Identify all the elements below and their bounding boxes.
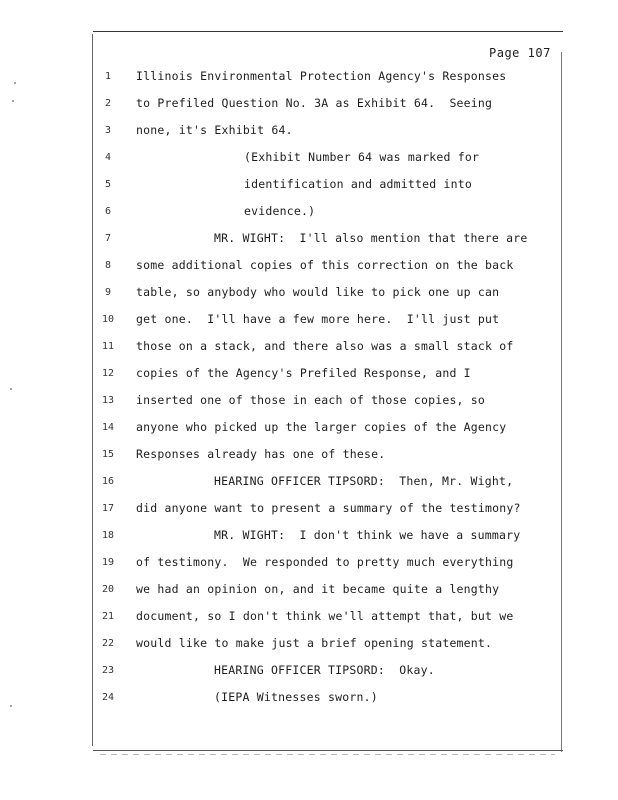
line-number: 17 — [101, 503, 115, 514]
line-number: 4 — [104, 152, 112, 163]
line-number: 13 — [101, 395, 115, 406]
line-number: 5 — [104, 179, 112, 190]
line-number: 16 — [101, 476, 115, 487]
transcript-line: none, it's Exhibit 64. — [136, 123, 293, 137]
transcript-line: those on a stack, and there also was a small stack of — [136, 339, 514, 353]
transcript-line: HEARING OFFICER TIPSORD: Okay. — [214, 663, 435, 677]
line-number: 2 — [104, 98, 112, 109]
scan-speck — [10, 388, 12, 390]
scan-artifact-line — [100, 754, 555, 755]
line-number: 21 — [101, 611, 115, 622]
line-number: 12 — [101, 368, 115, 379]
transcript-line: copies of the Agency's Prefiled Response, and I — [136, 366, 471, 380]
line-number: 15 — [101, 449, 115, 460]
transcript-line: anyone who picked up the larger copies of the Agency — [136, 420, 507, 434]
line-number: 23 — [101, 665, 115, 676]
transcript-line: identification and admitted into — [244, 177, 472, 191]
transcript-line: some additional copies of this correction on the back — [136, 258, 514, 272]
top-border — [93, 31, 563, 32]
transcript-line: (IEPA Witnesses sworn.) — [214, 690, 378, 704]
transcript-line: MR. WIGHT: I don't think we have a summary — [214, 528, 521, 542]
transcript-line: we had an opinion on, and it became quite a lengthy — [136, 582, 500, 596]
line-number: 10 — [101, 314, 115, 325]
page-number: Page 107 — [489, 46, 551, 60]
line-number: 8 — [104, 260, 112, 271]
line-number: 18 — [101, 530, 115, 541]
bottom-border — [93, 750, 563, 751]
line-number: 9 — [104, 287, 112, 298]
line-number: 6 — [104, 206, 112, 217]
line-number: 24 — [101, 692, 115, 703]
transcript-line: table, so anybody who would like to pick one up can — [136, 285, 500, 299]
line-number: 3 — [104, 125, 112, 136]
scan-speck — [12, 100, 14, 102]
transcript-line: HEARING OFFICER TIPSORD: Then, Mr. Wight, — [214, 474, 514, 488]
transcript-line: Responses already has one of these. — [136, 447, 386, 461]
transcript-line: to Prefiled Question No. 3A as Exhibit 64. Seeing — [136, 96, 493, 110]
line-number: 19 — [101, 557, 115, 568]
scan-speck — [10, 705, 12, 707]
transcript-line: document, so I don't think we'll attempt that, but we — [136, 609, 514, 623]
line-number: 14 — [101, 422, 115, 433]
transcript-line: of testimony. We responded to pretty much everything — [136, 555, 514, 569]
line-number: 7 — [104, 233, 112, 244]
line-number: 20 — [101, 584, 115, 595]
transcript-line: (Exhibit Number 64 was marked for — [244, 150, 480, 164]
transcript-line: did anyone want to present a summary of the testimony? — [136, 501, 521, 515]
line-number: 1 — [104, 71, 112, 82]
transcript-line: inserted one of those in each of those copies, so — [136, 393, 486, 407]
line-number: 22 — [101, 638, 115, 649]
left-margin-rule — [92, 34, 93, 746]
line-number: 11 — [101, 341, 115, 352]
transcript-line: get one. I'll have a few more here. I'll just put — [136, 312, 500, 326]
transcript-line: Illinois Environmental Protection Agency's Responses — [136, 69, 507, 83]
transcript-line: MR. WIGHT: I'll also mention that there are — [214, 231, 528, 245]
transcript-line: evidence.) — [244, 204, 316, 218]
transcript-line: would like to make just a brief opening statement. — [136, 636, 493, 650]
scan-speck — [14, 82, 16, 84]
